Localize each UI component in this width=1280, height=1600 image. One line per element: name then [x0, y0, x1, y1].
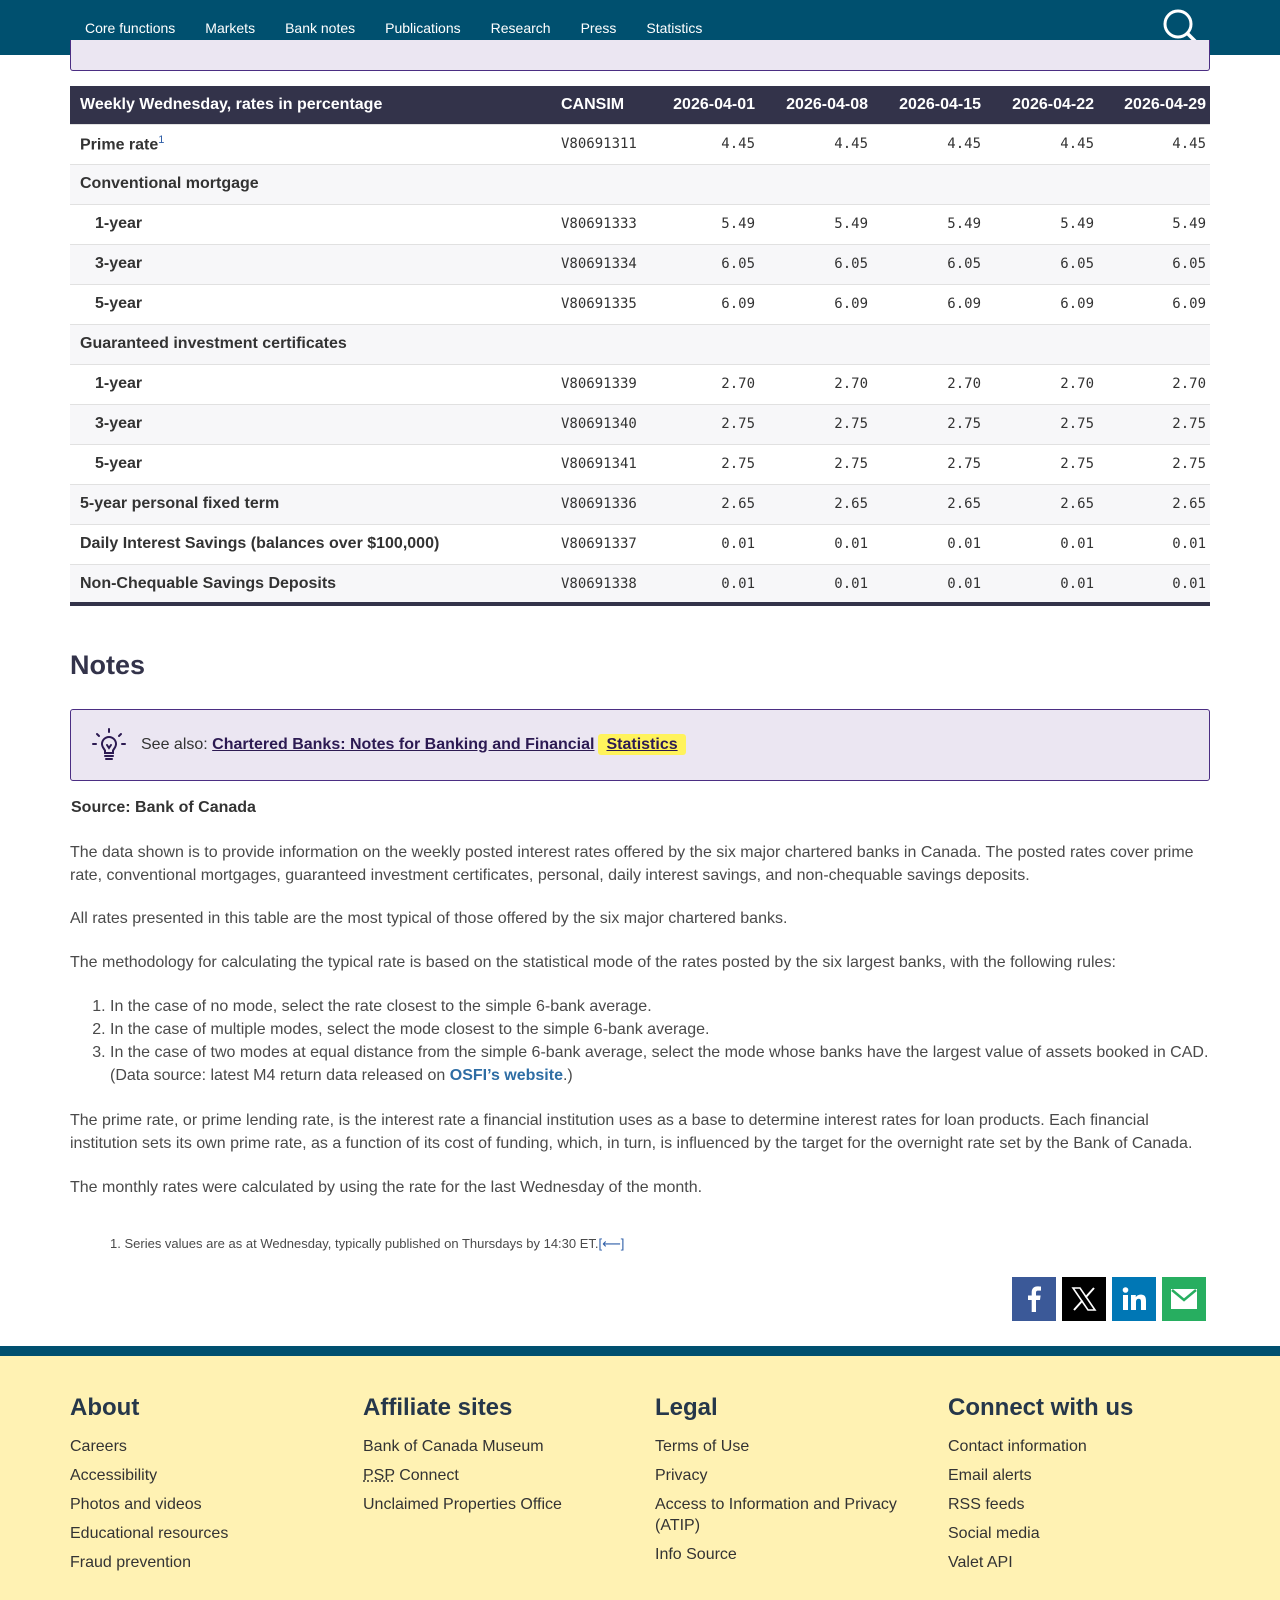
footer-heading: Connect with us — [948, 1394, 1134, 1421]
footer-link-unclaimed-properties[interactable]: Unclaimed Properties Office — [363, 1496, 562, 1513]
row-label: Non-Chequable Savings Deposits — [70, 564, 561, 604]
nav-markets[interactable]: Markets — [205, 19, 256, 36]
see-also-callout — [70, 709, 1210, 781]
group-label: Conventional mortgage — [70, 164, 1210, 204]
rate-cell: 6.05 — [759, 244, 872, 284]
nav-bank-notes[interactable]: Bank notes — [285, 19, 356, 36]
rate-cell: 6.05 — [646, 244, 759, 284]
psp-abbreviation: PSP — [363, 1467, 395, 1484]
footer-link-valet-api[interactable]: Valet API — [948, 1554, 1013, 1571]
date-header: 2026-04-22 — [985, 86, 1098, 124]
rate-cell: 6.09 — [872, 284, 985, 324]
source-line: Source: Bank of Canada — [71, 799, 256, 816]
footer-about-column — [70, 1394, 350, 1581]
rate-cell: 2.75 — [985, 444, 1098, 484]
rate-cell: 6.09 — [985, 284, 1098, 324]
footnote-text: Series values are as at Wednesday, typically published on Thursdays by 14:30 ET. — [124, 1236, 599, 1251]
date-header: 2026-04-29 — [1098, 86, 1210, 124]
footer-link-fraud-prevention[interactable]: Fraud prevention — [70, 1554, 191, 1571]
rate-cell: 6.09 — [1098, 284, 1210, 324]
rate-cell: 2.75 — [1098, 444, 1210, 484]
lightbulb-icon — [87, 723, 131, 767]
rate-cell: 6.09 — [646, 284, 759, 324]
rate-cell: 2.75 — [872, 444, 985, 484]
cansim-header: CANSIM — [561, 86, 646, 124]
rate-cell: 0.01 — [985, 524, 1098, 564]
footer-connect-column — [948, 1394, 1228, 1581]
highlighted-text: Statistics — [598, 734, 685, 755]
row-label: 1-year — [70, 204, 561, 244]
notes-paragraph: The prime rate, or prime lending rate, is the interest rate a financial institution uses as a base to determine interest rates for loan products. Each financial institution sets its own prime rate, as a function of its cost of funding, which, in turn, is influenced by the target for the overnight rate set by the Bank of Canada. — [70, 1112, 1193, 1152]
footer-link-privacy[interactable]: Privacy — [655, 1467, 708, 1484]
list-item: 2. In the case of multiple modes, select the mode closest to the simple 6-bank average. — [110, 1018, 1210, 1041]
date-header: 2026-04-01 — [646, 86, 759, 124]
footer-link-careers[interactable]: Careers — [70, 1438, 127, 1455]
rate-cell: 4.45 — [985, 124, 1098, 164]
footer-links — [363, 1436, 643, 1515]
see-also-link-text: Chartered Banks: Notes for Banking and Financial — [212, 736, 595, 753]
rate-cell: 6.05 — [985, 244, 1098, 284]
rate-cell: 5.49 — [985, 204, 1098, 244]
share-linkedin-button[interactable] — [1112, 1277, 1156, 1321]
date-header: 2026-04-15 — [872, 86, 985, 124]
share-email-button[interactable] — [1162, 1277, 1206, 1321]
osfi-website-link[interactable]: OSFI’s website — [449, 1067, 563, 1084]
table-group-row — [70, 324, 1210, 364]
footer-link-contact[interactable]: Contact information — [948, 1438, 1087, 1455]
footnote-number: 1. — [110, 1236, 125, 1251]
cansim-code: V80691338 — [561, 564, 646, 604]
rates-table — [70, 86, 1210, 604]
row-label: 5-year personal fixed term — [70, 484, 561, 524]
rate-cell: 6.05 — [872, 244, 985, 284]
footer-link-terms[interactable]: Terms of Use — [655, 1438, 750, 1455]
rate-cell: 2.65 — [646, 484, 759, 524]
rate-cell: 0.01 — [872, 524, 985, 564]
footer-link-museum[interactable]: Bank of Canada Museum — [363, 1438, 544, 1455]
rate-cell: 4.45 — [759, 124, 872, 164]
rate-cell: 2.65 — [872, 484, 985, 524]
footer-link-social-media[interactable]: Social media — [948, 1525, 1040, 1542]
cansim-code: V80691335 — [561, 284, 646, 324]
table-header-row — [70, 86, 1210, 124]
see-also-prefix: See also: — [141, 736, 208, 753]
date-header: 2026-04-08 — [759, 86, 872, 124]
rate-cell: 2.65 — [759, 484, 872, 524]
row-label-text: Prime rate — [80, 136, 159, 154]
cansim-code: V80691341 — [561, 444, 646, 484]
notes-paragraph: The methodology for calculating the typical rate is based on the statistical mode of the rates posted by the six largest banks, with the following rules: — [70, 954, 1116, 971]
rate-cell: 0.01 — [985, 564, 1098, 604]
see-also-text — [141, 736, 686, 754]
footer-links — [948, 1436, 1228, 1573]
rate-cell: 2.75 — [646, 404, 759, 444]
footer-link-atip[interactable]: Access to Information and Privacy (ATIP) — [655, 1496, 897, 1534]
rate-cell: 4.45 — [872, 124, 985, 164]
footer-link-rss[interactable]: RSS feeds — [948, 1496, 1025, 1513]
rate-cell: 5.49 — [646, 204, 759, 244]
callout-box-partial — [70, 40, 1210, 71]
notes-heading: Notes — [70, 650, 146, 680]
psp-connect-text: Connect — [399, 1467, 459, 1484]
rate-cell: 5.49 — [759, 204, 872, 244]
footer-link-info-source[interactable]: Info Source — [655, 1546, 737, 1563]
rate-cell: 2.75 — [759, 404, 872, 444]
rate-cell: 2.70 — [985, 364, 1098, 404]
row-label: 3-year — [70, 244, 561, 284]
cansim-code: V80691334 — [561, 244, 646, 284]
facebook-icon — [1023, 1286, 1045, 1312]
cansim-code: V80691336 — [561, 484, 646, 524]
rate-cell: 2.70 — [646, 364, 759, 404]
cansim-code: V80691311 — [561, 124, 646, 164]
rate-cell: 2.65 — [985, 484, 1098, 524]
table-title-header: Weekly Wednesday, rates in percentage — [70, 86, 561, 124]
rate-cell: 6.09 — [759, 284, 872, 324]
rate-cell: 5.49 — [872, 204, 985, 244]
share-buttons — [1012, 1277, 1206, 1321]
table-row — [70, 364, 1210, 404]
rate-cell: 6.05 — [1098, 244, 1210, 284]
cansim-code: V80691333 — [561, 204, 646, 244]
table-group-row — [70, 164, 1210, 204]
table-row — [70, 284, 1210, 324]
rule-text-end: .) — [562, 1067, 573, 1084]
share-x-button[interactable] — [1062, 1277, 1106, 1321]
footer-link-photos-videos[interactable]: Photos and videos — [70, 1496, 202, 1513]
table-row — [70, 444, 1210, 484]
group-label: Guaranteed investment certificates — [70, 324, 1210, 364]
nav-publications[interactable]: Publications — [385, 19, 461, 36]
footer-top-bar — [0, 1346, 1280, 1356]
footer-link-educational-resources[interactable]: Educational resources — [70, 1525, 229, 1542]
rate-cell: 4.45 — [1098, 124, 1210, 164]
table-row — [70, 124, 1210, 164]
x-icon — [1071, 1286, 1097, 1312]
row-label: 1-year — [70, 364, 561, 404]
table-bottom-border — [70, 602, 1210, 606]
email-icon — [1170, 1288, 1198, 1310]
rate-cell: 2.70 — [1098, 364, 1210, 404]
footer-legal-column — [655, 1394, 915, 1573]
rule-text: In the case of two modes at equal distance from the simple 6-bank average, select the mode whose banks have the largest value of assets booked in CAD. (Data source: latest M4 return data released on — [110, 1044, 1209, 1084]
footer-link-psp-connect[interactable] — [363, 1465, 643, 1486]
footnote-ref-link[interactable]: 1 — [158, 133, 165, 146]
rate-cell: 0.01 — [646, 524, 759, 564]
table-row — [70, 564, 1210, 604]
table-row — [70, 204, 1210, 244]
rate-cell: 0.01 — [646, 564, 759, 604]
rate-cell: 0.01 — [872, 564, 985, 604]
rate-cell: 2.75 — [1098, 404, 1210, 444]
rate-cell: 2.75 — [646, 444, 759, 484]
rate-cell: 0.01 — [1098, 524, 1210, 564]
footer-heading: Legal — [655, 1394, 718, 1421]
chartered-banks-notes-link[interactable] — [212, 736, 685, 753]
rate-cell: 0.01 — [1098, 564, 1210, 604]
footer-affiliate-column — [363, 1394, 643, 1523]
nav-research[interactable]: Research — [490, 19, 551, 36]
list-item — [110, 1041, 1210, 1087]
table-row — [70, 244, 1210, 284]
nav-statistics[interactable]: Statistics — [646, 19, 703, 36]
nav-core-functions[interactable]: Core functions — [85, 19, 176, 36]
rate-cell: 0.01 — [759, 564, 872, 604]
footnote-1 — [110, 1236, 624, 1252]
rate-cell: 2.70 — [872, 364, 985, 404]
rate-cell: 2.75 — [872, 404, 985, 444]
footer-link-accessibility[interactable]: Accessibility — [70, 1467, 158, 1484]
cansim-code: V80691339 — [561, 364, 646, 404]
share-facebook-button[interactable] — [1012, 1277, 1056, 1321]
methodology-rules-list — [110, 995, 1210, 1087]
row-label: 5-year — [70, 284, 561, 324]
footer-link-email-alerts[interactable]: Email alerts — [948, 1467, 1032, 1484]
row-label: Daily Interest Savings (balances over $100,000) — [70, 524, 561, 564]
notes-paragraph: The monthly rates were calculated by using the rate for the last Wednesday of the month. — [70, 1179, 703, 1196]
footer-links — [70, 1436, 350, 1573]
rate-cell: 2.75 — [759, 444, 872, 484]
linkedin-icon — [1121, 1286, 1147, 1312]
rate-cell: 2.70 — [759, 364, 872, 404]
table-row — [70, 524, 1210, 564]
rate-cell: 2.65 — [1098, 484, 1210, 524]
footnote-back-link[interactable]: [⟵] — [598, 1236, 625, 1251]
footer — [0, 1356, 1280, 1600]
table-row — [70, 404, 1210, 444]
notes-paragraph: All rates presented in this table are the most typical of those offered by the six major chartered banks. — [70, 910, 788, 927]
nav-press[interactable]: Press — [580, 19, 617, 36]
row-label: 5-year — [70, 444, 561, 484]
list-item: 1. In the case of no mode, select the rate closest to the simple 6-bank average. — [110, 995, 1210, 1018]
rate-cell: 2.75 — [985, 404, 1098, 444]
footer-heading: About — [70, 1394, 140, 1421]
cansim-code: V80691340 — [561, 404, 646, 444]
cansim-code: V80691337 — [561, 524, 646, 564]
table-row — [70, 484, 1210, 524]
row-label — [70, 124, 561, 164]
notes-paragraph: The data shown is to provide information on the weekly posted interest rates offered by the six major chartered banks in Canada. The posted rates cover prime rate, conventional mortgages, guaranteed investment certificates, personal, daily interest savings, and non-chequable savings deposits. — [70, 844, 1194, 884]
rate-cell: 0.01 — [759, 524, 872, 564]
row-label: 3-year — [70, 404, 561, 444]
rate-cell: 5.49 — [1098, 204, 1210, 244]
footer-links — [655, 1436, 915, 1565]
rate-cell: 4.45 — [646, 124, 759, 164]
footer-heading: Affiliate sites — [363, 1394, 513, 1421]
